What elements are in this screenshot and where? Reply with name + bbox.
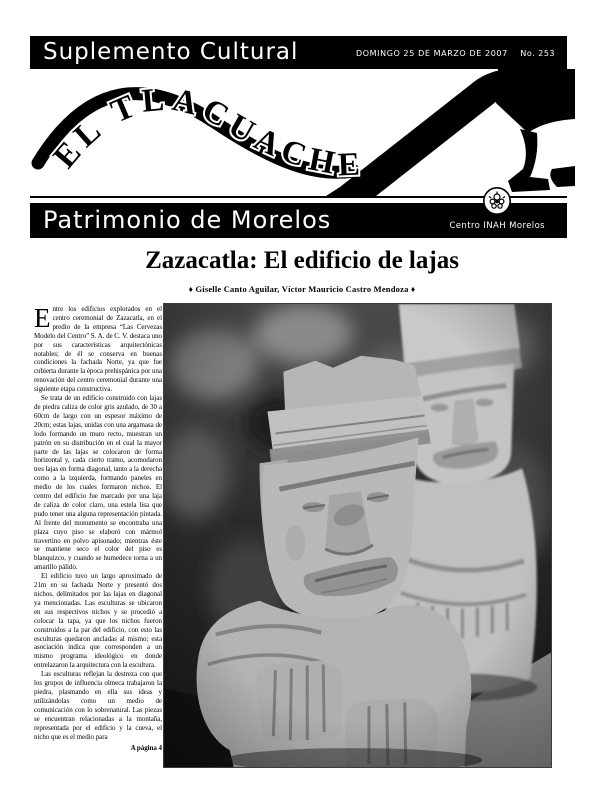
issue-number: No. 253 bbox=[520, 49, 555, 58]
paragraph: Se trata de un edificio construido con lajas de piedra caliza de color gris azulado, de 30 a 60cm de largo con un espesor máximo de 20cm; estas lajas, unidas con una argamasa de lodo formando un muro recto, muestran un patrón en su distribución en el cual la mayor parte de las lajas se colocaron de forma horizontal y, cada cierto tramo, acomodaron tres lajas en forma diagonal, tanto a la derecha como a la izquierda, formando paneles en medio de los cuales formaron nichos. El centro del edificio fue marcado por una laja de caliza de color claro, una estela lisa que pudo tener una alguna representación pintada. Al frente del monumento se encontraba una plaza cuyo piso se elaboró con mármol travertino en polvo apisonado; mientras éste se mantiene seco el color del piso es blanquizco, y cuando se humedece torna a un amarillo pálido. bbox=[34, 394, 162, 572]
drop-cap: E bbox=[34, 303, 51, 333]
el-tlacuache-masthead-logo bbox=[30, 69, 575, 196]
inah-emblem-icon bbox=[482, 186, 512, 216]
photo-vignette bbox=[164, 304, 551, 767]
article-body-column bbox=[34, 305, 162, 753]
possum-foot-icon bbox=[550, 166, 575, 187]
section-title: Patrimonio de Morelos bbox=[43, 206, 332, 234]
article-photo bbox=[163, 303, 552, 768]
article-byline: ♦ Giselle Canto Aguilar, Víctor Mauricio Castro Mendoza ♦ bbox=[188, 284, 416, 294]
continuation-note: A página 4 bbox=[130, 744, 162, 753]
masthead-top-bar bbox=[30, 36, 567, 69]
sculptures-photo-illustration bbox=[164, 304, 551, 767]
logo-wordmark: EL TLACUACHE bbox=[46, 81, 367, 184]
supplement-title: Suplemento Cultural bbox=[43, 39, 299, 65]
issue-date: DOMINGO 25 DE MARZO DE 2007 bbox=[356, 49, 508, 58]
article-title: Zazacatla: El edificio de lajas bbox=[145, 247, 459, 274]
possum-leg-icon bbox=[508, 129, 550, 192]
paragraph-text: ntre los edificios explorados en el centro ceremonial de Zazacatla, en el predio de la empresa “Las Cervezas Modelo del Centro” S. A. de C. V. destaca uno por sus características arquitectónicas notables; de él se conserva en buenas condiciones la fachada Norte, ya que fue cubierta durante la época prehispánica por una renovación del centro ceremonial durante una siguiente etapa constructiva. bbox=[34, 305, 162, 394]
paragraph: Las esculturas reflejan la destreza con que los grupos de influencia olmeca trabajaron la piedra, plasmando en ella sus ideas y utilizándolas como un medio de comunicación con lo sobrenatural. Las piezas se encuentran relacionadas a la montaña, representada por el edificio y la cueva, el nicho que es el medio para bbox=[34, 670, 162, 741]
paragraph bbox=[34, 305, 162, 394]
paragraph: El edificio tuvo un largo aproximado de 21m en su fachada Norte y presentó dos nichos, delimitados por las lajas en diagonal ya mencionadas. Las esculturas se ubicaron en sus respectivos nichos y se procedió a colocar la tapa, ya que los nichos fueron construidos a la par del edificio, con esto las esculturas quedaron ancladas al mismo; esta asociación indica que corresponden a un mismo programa ideológico en donde entrelazaron la arquitectura con la escultura. bbox=[34, 572, 162, 670]
possum-silhouette-icon bbox=[496, 69, 575, 133]
inah-center-label: Centro INAH Morelos bbox=[449, 221, 545, 231]
